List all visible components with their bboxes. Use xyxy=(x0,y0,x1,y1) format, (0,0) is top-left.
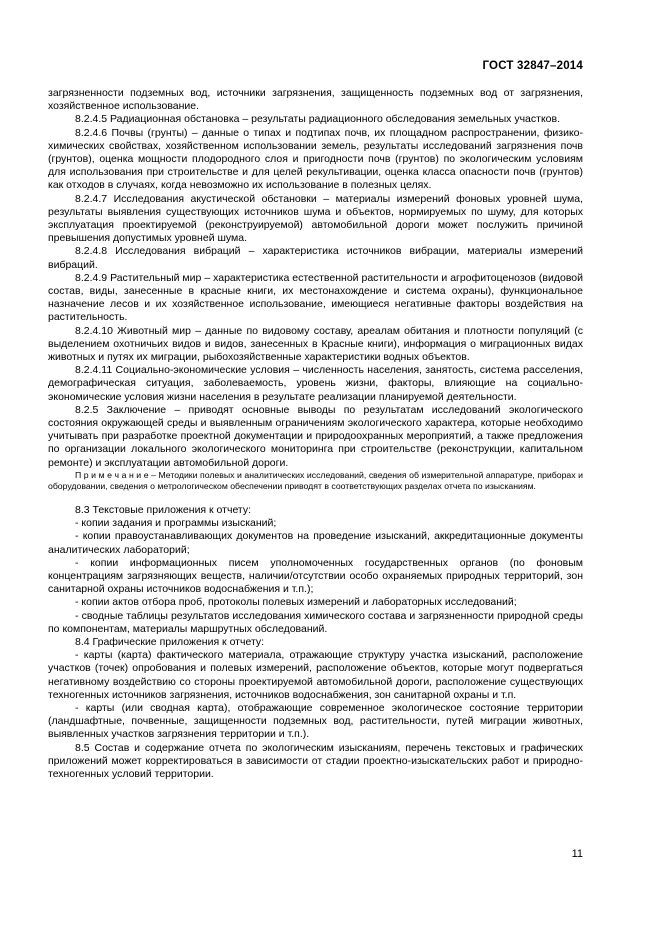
paragraph-8-2-4-6: 8.2.4.6 Почвы (грунты) – данные о типах и подтипах почв, их площадном распространении, физико-химических свойствах, хозяйственном использовании земель, результаты исследований загрязнения почв (грунтов), оценка мощности плодородного слоя и пригодности почв (грунтов) по экологическим условиям для использования при строительстве и для целей рекультивации, оценка класса опасности почв (грунтов) как отходов в случаях, когда невозможно их использование в полезных целях. xyxy=(48,126,583,192)
list-item: - сводные таблицы результатов исследования химического состава и загрязненности природной среды по компонентам, материалы маршрутных обследований. xyxy=(48,609,583,635)
paragraph-8-2-5: 8.2.5 Заключение – приводят основные выводы по результатам исследований экологического состояния окружающей среды и выявленным ограничениям экологического характера, которые необходимо учитывать при разработке проектной документации и природоохранных мероприятий, а также предложения по организации локального экологического мониторинга при строительстве (реконструкции, капитальном ремонте) и эксплуатации автомобильной дороги. xyxy=(48,403,583,469)
document-body xyxy=(48,87,583,781)
list-item: - карты (карта) фактического материала, отражающие структуру участка изысканий, расположение участков (точек) опробования и полевых измерений, расположение объектов, которые могут подвергаться негативному воздействию со стороны проектируемой автомобильной дороги, расположение существующих техногенных источников загрязнения, источников водоснабжения, зон санитарной охраны и т.п. xyxy=(48,649,583,701)
list-item: - копии задания и программы изысканий; xyxy=(75,517,277,530)
paragraph-8-4: 8.4 Графические приложения к отчету: xyxy=(75,635,265,648)
list-item: - карты (или сводная карта), отображающие современное экологическое состояние территории (ландшафтные, почвенные, защищенности подземных вод, растительности, путей миграции животных, выявленных участков загрязнения территории и т.п.). xyxy=(48,701,583,741)
paragraph-8-2-4-9: 8.2.4.9 Растительный мир – характеристика естественной растительности и агрофитоценозов (видовой состав, виды, занесенные в красные книги, их местонахождение и система охраны), функциональное назначение лесов и их хозяйственное использование, имеющиеся негативные факторы воздействия на растительность. xyxy=(48,271,583,324)
paragraph-8-2-4-10: 8.2.4.10 Животный мир – данные по видовому составу, ареалам обитания и плотности популяций (с выделением охотничьих видов и видов, занесенных в Красные книги), информация о миграционных видах животных и путях их миграции, рыбохозяйственные характеристики водных объектов. xyxy=(48,324,583,364)
paragraph-8-2-4-5: 8.2.4.5 Радиационная обстановка – результаты радиационного обследования земельных участков. xyxy=(75,113,560,126)
paragraph-8-3: 8.3 Текстовые приложения к отчету: xyxy=(75,503,252,516)
paragraph-groundwater-continued: загрязненности подземных вод, источники загрязнения, защищенность подземных вод от загрязнения, хозяйственное использование. xyxy=(48,87,583,113)
paragraph-8-2-4-8: 8.2.4.8 Исследования вибраций – характеристика источников вибрации, материалы измерений вибраций. xyxy=(48,245,583,271)
paragraph-8-2-4-7: 8.2.4.7 Исследования акустической обстановки – материалы измерений фоновых уровней шума, результаты выявления существующих источников шума и объектов, нормируемых по шуму, для которых эксплуатация проектируемой (реконструируемой) автомобильной дороги может послужить причиной превышения допустимых уровней шума. xyxy=(48,192,583,245)
paragraph-8-5: 8.5 Состав и содержание отчета по экологическим изысканиям, перечень текстовых и графических приложений может корректироваться в зависимости от стадии проектно-изыскательских работ и природно-техногенных условий территории. xyxy=(48,741,583,780)
note: П р и м е ч а н и е – Методики полевых и аналитических исследований, сведения об измерительной аппаратуре, приборах и оборудовании, сведения о метрологическом обеспечении приводят в соответствующих разделах отчета по изысканиям. xyxy=(48,469,583,491)
list-item: - копии актов отбора проб, протоколы полевых измерений и лабораторных исследований; xyxy=(75,596,517,609)
paragraph-8-2-4-11: 8.2.4.11 Социально-экономические условия – численность населения, занятость, система расселения, демографическая ситуация, заболеваемость, уровень жизни, факторы, влияющие на социально-экономические условия жизни населения в результате реализации планируемой деятельности. xyxy=(48,364,583,403)
spacer xyxy=(48,492,583,504)
page-number: 11 xyxy=(571,848,583,860)
standard-header: ГОСТ 32847–2014 xyxy=(482,60,583,72)
list-item: - копии информационных писем уполномоченных государственных органов (по фоновым концентрациям загрязняющих веществ, наличии/отсутствии особо охраняемых природных территорий, зон санитарной охраны источников водоснабжения и т.п.); xyxy=(48,556,583,596)
list-item: - копии правоустанавливающих документов на проведение изысканий, аккредитационные документы аналитических лабораторий; xyxy=(48,530,583,556)
